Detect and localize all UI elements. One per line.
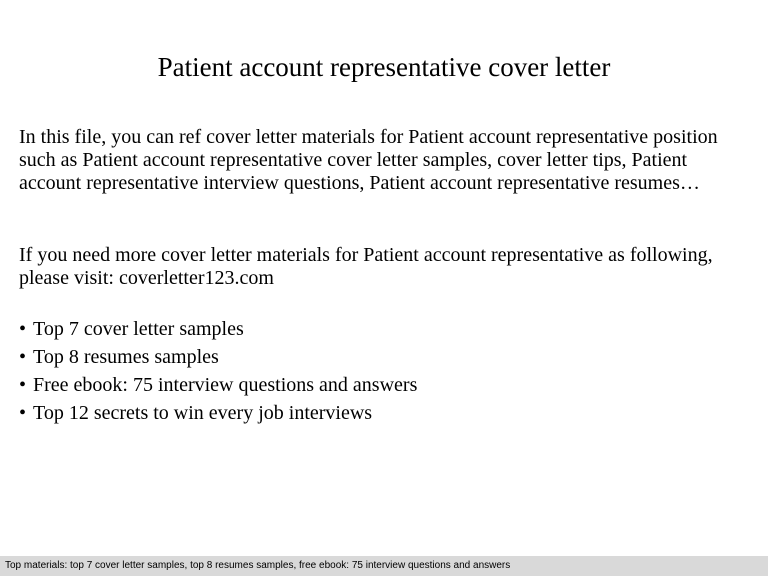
bullet-icon: • [19,374,27,396]
bullet-icon: • [19,346,27,368]
bullet-icon: • [19,402,27,424]
list-item [19,343,754,371]
list-item [19,371,754,399]
intro-paragraph: In this file, you can ref cover letter materials for Patient account representative position such as Patient account representative cover letter samples, cover letter tips, Patient account representative interview questions, Patient account representative resumes… [19,126,718,194]
list-item-text: Top 8 resumes samples [33,346,219,368]
footer-bar [0,556,768,576]
list-item [19,315,754,343]
materials-list [19,315,754,427]
page-title: Patient account representative cover letter [157,52,611,82]
list-item [19,399,754,427]
list-item-text: Free ebook: 75 interview questions and answers [33,374,418,396]
visit-paragraph: If you need more cover letter materials for Patient account representative as following, please visit: coverletter123.com [19,244,713,289]
footer-text: Top materials: top 7 cover letter samples, top 8 resumes samples, free ebook: 75 interview questions and answers [5,560,511,571]
list-item-text: Top 7 cover letter samples [33,318,244,340]
list-item-text: Top 12 secrets to win every job interviews [33,402,373,424]
bullet-icon: • [19,318,27,340]
